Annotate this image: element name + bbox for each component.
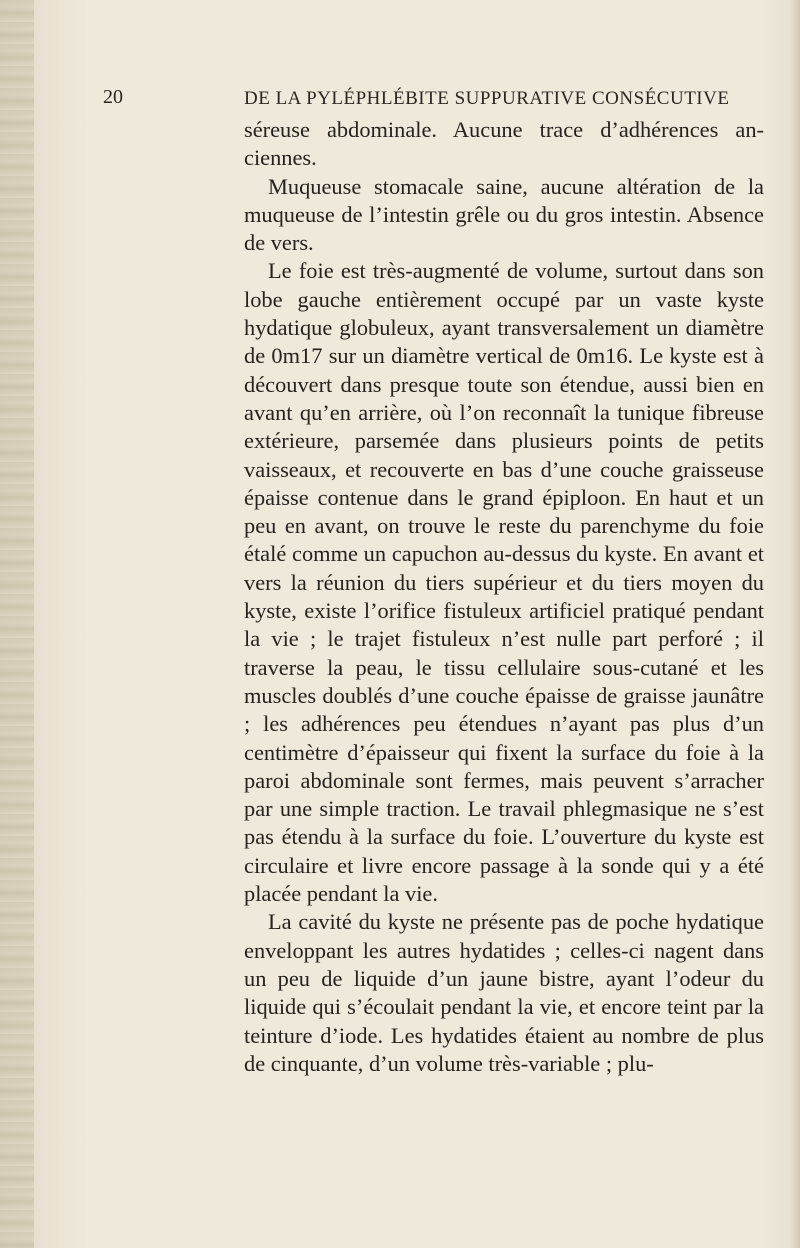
page-outer-edge <box>790 0 800 1248</box>
page-binding-edge <box>0 0 34 1248</box>
paragraph-2: Muqueuse stomacale saine, aucune altération de la muqueuse de l’intestin grêle ou du gros intestin. Absence de vers. <box>244 173 764 256</box>
page-number: 20 <box>103 86 123 108</box>
paragraph-4: La cavité du kyste ne présente pas de poche hydatique enveloppant les autres hydatides ; celles-ci nagent dans un peu de liquide d’un jaune bistre, ayant l’odeur du liquide qui s’écoulait pendant la vie, et encore teint par la teinture d’iode. Les hydatides étaient au nombre de plus de cinquante, d’un volume très-variable ; plu- <box>244 909 764 1076</box>
running-title: DE LA PYLÉPHLÉBITE SUPPURATIVE CONSÉCUTIVE <box>244 88 730 109</box>
body-text <box>244 116 764 1078</box>
paragraph-1: séreuse abdominale. Aucune trace d’adhérences anciennes. <box>244 117 764 171</box>
paragraph-3: Le foie est très-augmenté de volume, surtout dans son lobe gauche entièrement occupé par un vaste kyste hydatique globuleux, ayant transversalement un diamètre de 0m17 sur un diamètre vertical de 0m16. Le kyste est à découvert dans presque toute son étendue, aussi bien en avant qu’en arrière, où l’on reconnaît la tunique fibreuse extérieure, parsemée dans plusieurs points de petits vaisseaux, et recouverte en bas d’une couche graisseuse épaisse contenue dans le grand épiploon. En haut et un peu en avant, on trouve le reste du parenchyme du foie étalé comme un capuchon au-dessus du kyste. En avant et vers la réunion du tiers supérieur et du tiers moyen du kyste, existe l’orifice fistuleux artificiel pratiqué pendant la vie ; le trajet fistuleux n’est nulle part perforé ; il traverse la peau, le tissu cellulaire sous-cutané et les muscles doublés d’une couche épaisse de graisse jaunâtre ; les adhérences peu étendues n’ayant pas plus d’un centimètre d’épaisseur qui fixent la surface du foie à la paroi abdominale sont fermes, mais peuvent s’arracher par une simple traction. Le travail phlegmasique ne s’est pas étendu à la surface du foie. L’ouverture du kyste est circulaire et livre encore passage à la sonde qui y a été placée pendant la vie. <box>244 258 764 907</box>
